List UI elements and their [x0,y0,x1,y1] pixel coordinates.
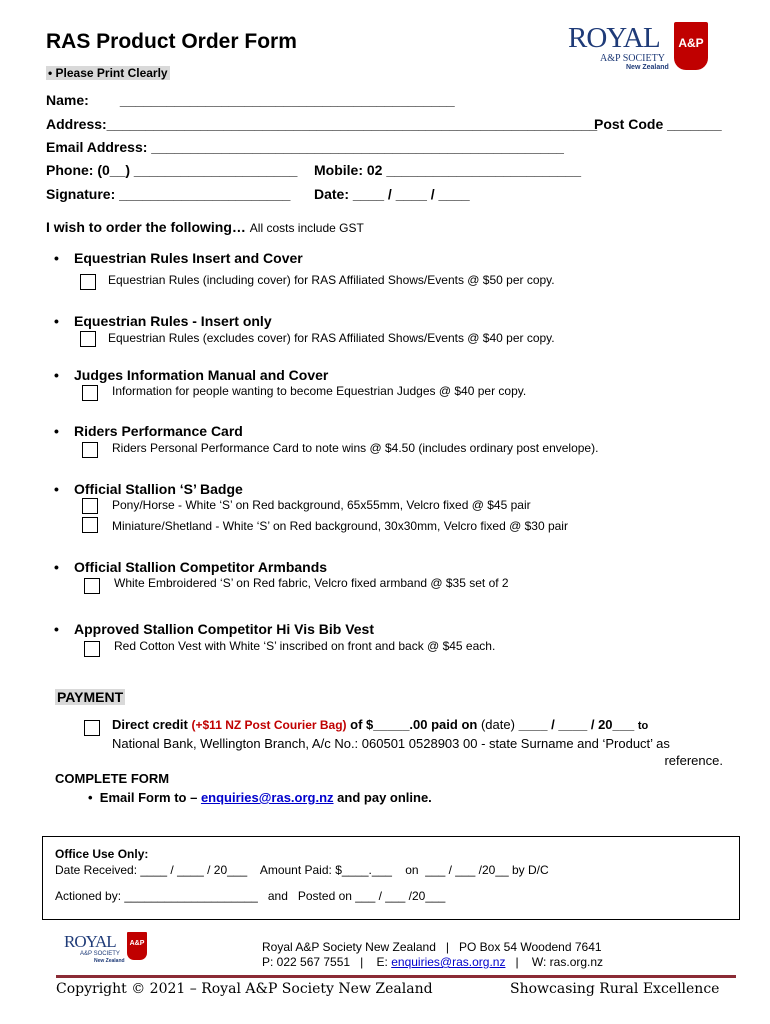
office-actioned-line[interactable]: Actioned by: ____________________ and Posted on ___ / ___ /20___ [55,889,446,903]
office-use-box [42,836,740,920]
checkbox-bib-vest[interactable] [84,641,100,657]
item-text: Equestrian Rules (excludes cover) for RAS Affiliated Shows/Events @ $40 per copy. [108,331,555,345]
section-title: • Riders Performance Card [74,423,243,439]
bank-details: National Bank, Wellington Branch, A/c No.: 060501 0528903 00 - state Surname and ‘Product’ as [112,736,670,751]
logo-royal-text: ROYAL [568,22,660,54]
ras-logo [566,20,736,76]
section-title: • Official Stallion Competitor Armbands [74,559,327,575]
footer-org: Royal A&P Society New Zealand | PO Box 54 Woodend 7641 [262,940,602,954]
direct-credit-line [112,717,648,732]
item-text: Equestrian Rules (including cover) for RAS Affiliated Shows/Events @ $50 per copy. [108,273,555,287]
name-field[interactable]: Name: ___________________________________________ [46,92,455,108]
section-title: • Equestrian Rules Insert and Cover [74,250,303,266]
footer-logo-ap-badge [127,932,147,960]
footer-logo-society: A&P SOCIETY [80,951,120,957]
logo-society-text: A&P SOCIETY [600,53,665,64]
print-clearly-text: Please Print Clearly [55,66,168,80]
direct-credit-label: Direct credit [112,717,188,732]
section-title: • Equestrian Rules - Insert only [74,313,272,329]
gst-note: All costs include GST [249,221,364,235]
order-heading [46,219,364,235]
print-clearly-note: • Please Print Clearly [48,66,168,80]
email-field[interactable]: Email Address: _____________________________________________________ [46,139,564,155]
logo-ap-badge [674,22,708,70]
item-text: Red Cotton Vest with White ‘S’ inscribed on front and back @ $45 each. [114,639,496,653]
postcode-field[interactable]: Post Code _______ [594,116,722,132]
item-text: Pony/Horse - White ‘S’ on Red background, 65x55mm, Velcro fixed @ $45 pair [112,498,531,512]
section-title: • Official Stallion ‘S’ Badge [74,481,243,497]
checkbox-badge-pony[interactable] [82,498,98,514]
logo-nz-text: New Zealand [626,64,669,71]
footer-phone: P: 022 567 7551 | E: [262,955,388,969]
item-text: Information for people wanting to become Equestrian Judges @ $40 per copy. [112,384,527,398]
item-text: Miniature/Shetland - White ‘S’ on Red background, 30x30mm, Velcro fixed @ $30 pair [112,519,568,533]
courier-note: (+$11 NZ Post Courier Bag) [191,718,347,732]
item-text: White Embroidered ‘S’ on Red fabric, Velcro fixed armband @ $35 set of 2 [114,576,509,590]
payment-date-field[interactable]: ____ / ____ / 20___ [518,717,635,732]
signature-field[interactable]: Signature: ______________________ [46,186,291,202]
enquiries-email-link[interactable]: enquiries@ras.org.nz [200,790,334,805]
complete-form-heading: COMPLETE FORM [55,771,170,786]
section-title: • Judges Information Manual and Cover [74,367,328,383]
footer-divider [56,975,736,978]
email-form-suffix: and pay online. [337,790,432,805]
payment-heading: PAYMENT [57,689,124,705]
footer-email-link[interactable]: enquiries@ras.org.nz [391,955,506,969]
page-title: RAS Product Order Form [46,30,297,53]
email-form-line: • Email Form to – enquiries@ras.org.nz and pay online. [88,790,432,805]
footer-logo [64,932,154,968]
to-text: to [637,720,649,732]
checkbox-armbands[interactable] [84,578,100,594]
office-use-heading: Office Use Only: [55,847,149,861]
office-date-received-line[interactable]: Date Received: ____ / ____ / 20___ Amount Paid: $____.___ on ___ / ___ /20__ by D/C [55,863,549,877]
logo-ap-text: A&P [678,36,704,50]
amount-paid-on[interactable]: of $_____.00 paid on [350,717,478,732]
footer-web: | W: ras.org.nz [505,955,604,969]
footer-logo-ap: A&P [129,940,145,947]
order-heading-text: I wish to order the following… [46,219,246,235]
email-form-prefix: Email Form to – [99,790,198,805]
copyright: Copyright © 2021 – Royal A&P Society New Zealand [56,981,433,997]
checkbox-rules-with-cover[interactable] [80,274,96,290]
checkbox-rules-insert-only[interactable] [80,331,96,347]
mobile-field[interactable]: Mobile: 02 _________________________ [314,162,581,178]
reference-text: reference. [664,753,723,768]
date-label: (date) [480,717,515,732]
checkbox-badge-miniature[interactable] [82,517,98,533]
checkbox-performance-card[interactable] [82,442,98,458]
section-title: • Approved Stallion Competitor Hi Vis Bib Vest [74,621,374,637]
checkbox-direct-credit[interactable] [84,720,100,736]
checkbox-judges-manual[interactable] [82,385,98,401]
phone-field[interactable]: Phone: (0__) _____________________ [46,162,298,178]
date-field[interactable]: Date: ____ / ____ / ____ [314,186,470,202]
tagline: Showcasing Rural Excellence [510,981,720,997]
item-text: Riders Personal Performance Card to note wins @ $4.50 (includes ordinary post envelope). [112,441,599,455]
footer-logo-royal: ROYAL [64,932,116,951]
footer-contact [262,955,603,969]
address-field[interactable]: Address:_______________________________________________________________ [46,116,598,132]
footer-logo-nz: New Zealand [94,958,125,964]
